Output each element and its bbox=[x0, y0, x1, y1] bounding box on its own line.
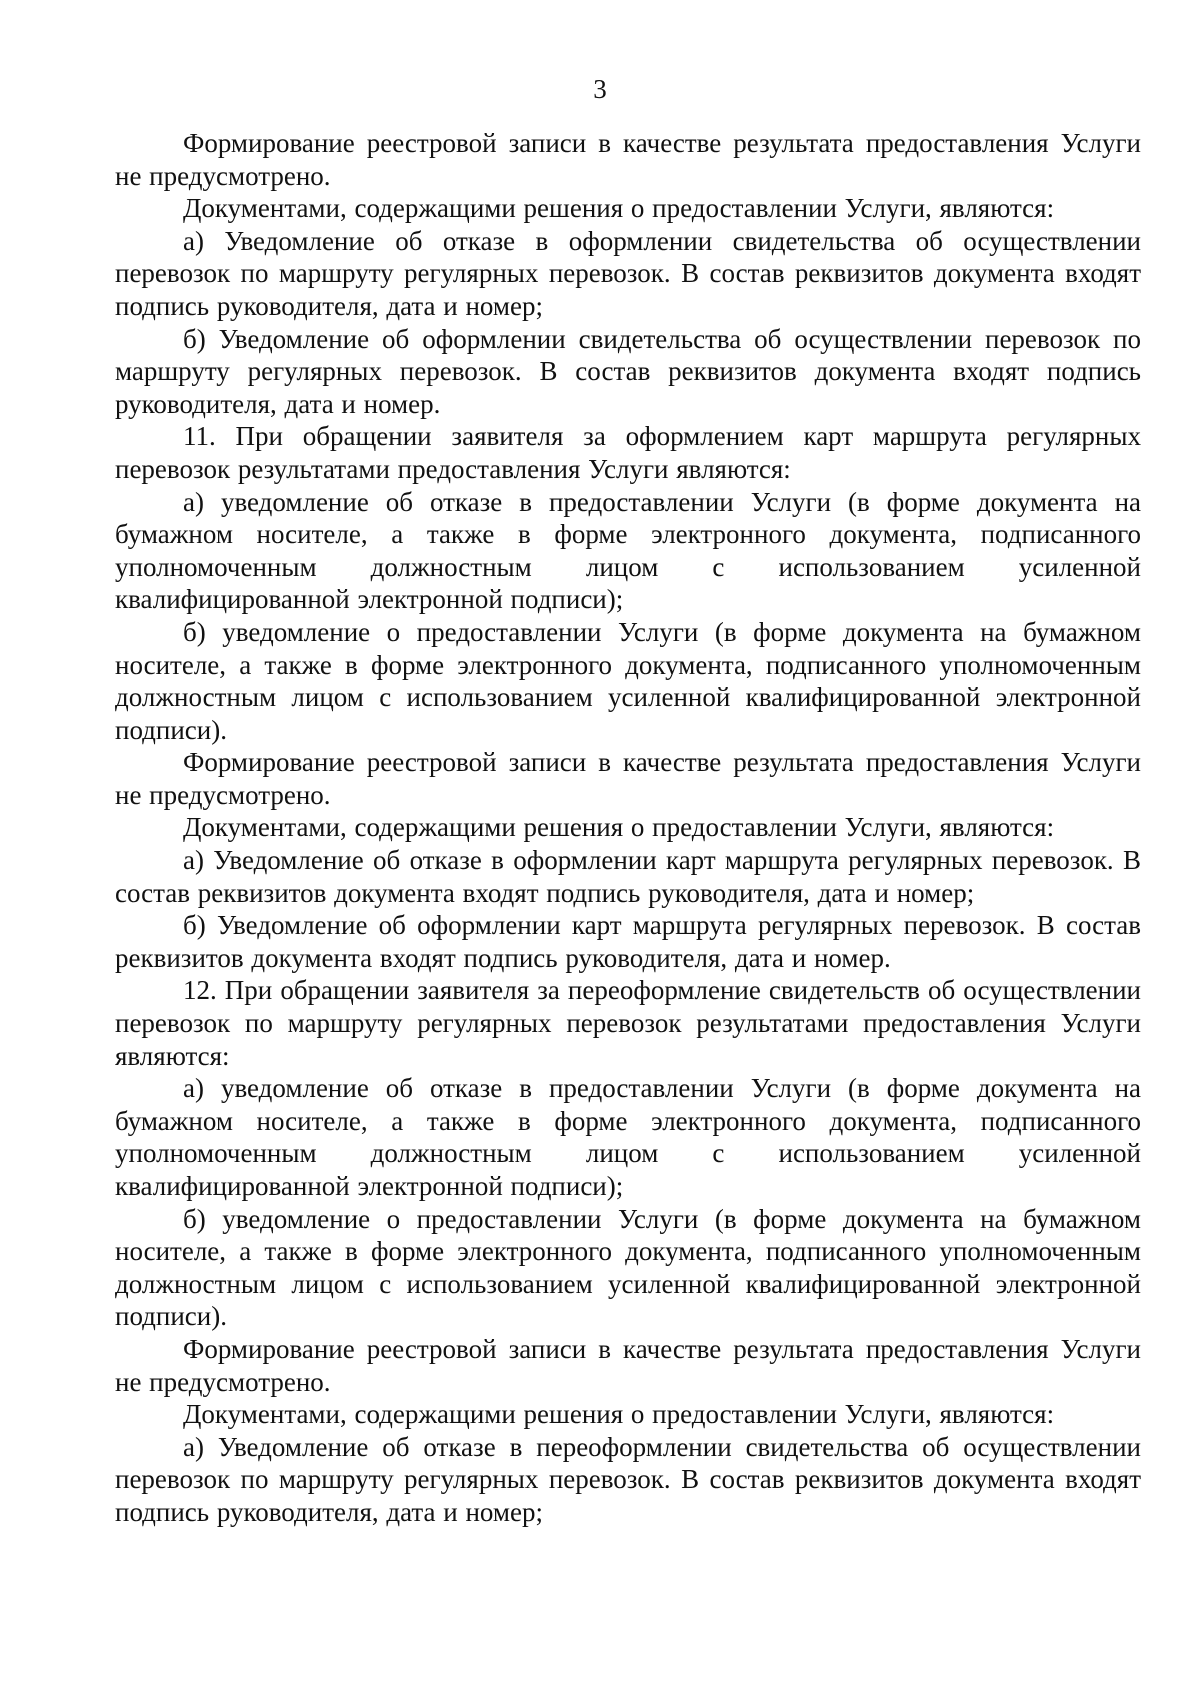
page-number: 3 bbox=[593, 74, 607, 104]
document-body bbox=[115, 127, 1141, 1529]
paragraph-item-b-certificate-issued: б) Уведомление об оформлении свидетельства об осуществлении перевозок по маршруту регулярных перевозок. В состав реквизитов документа входят подпись руководителя, дата и номер. bbox=[115, 323, 1141, 419]
paragraph-item-a-refusal-notice: а) уведомление об отказе в предоставлении Услуги (в форме документа на бумажном носителе, а также в форме электронного документа, подписанного уполномоченным должностным лицом с использованием усиленной квалифицированной электронной подписи); bbox=[115, 1073, 1141, 1201]
paragraph-item-b-route-cards-issued: б) Уведомление об оформлении карт маршрута регулярных перевозок. В состав реквизитов документа входят подпись руководителя, дата и номер. bbox=[115, 910, 1141, 973]
paragraph-decision-documents-intro: Документами, содержащими решения о предоставлении Услуги, являются: bbox=[183, 193, 1055, 224]
paragraph-registry-record-note: Формирование реестровой записи в качестве результата предоставления Услуги не предусмотрено. bbox=[115, 128, 1141, 191]
paragraph-registry-record-note: Формирование реестровой записи в качестве результата предоставления Услуги не предусмотрено. bbox=[115, 1333, 1141, 1397]
paragraph-item-a-refusal-reissue: а) Уведомление об отказе в переоформлении свидетельства об осуществлении перевозок по маршруту регулярных перевозок. В состав реквизитов документа входят подпись руководителя, дата и номер; bbox=[115, 1431, 1141, 1527]
paragraph-item-b-provision-notice: б) уведомление о предоставлении Услуги (в форме документа на бумажном носителе, а также в форме электронного документа, подписанного уполномоченным должностным лицом с использованием усиленной квалифицированной электронной подписи). bbox=[115, 616, 1141, 745]
paragraph-clause-12: 12. При обращении заявителя за переоформление свидетельств об осуществлении перевозок по маршруту регулярных перевозок результатами предоставления Услуги являются: bbox=[115, 975, 1141, 1071]
paragraph-item-a-refusal-notice: а) уведомление об отказе в предоставлении Услуги (в форме документа на бумажном носителе, а также в форме электронного документа, подписанного уполномоченным должностным лицом с использованием усиленной квалифицированной электронной подписи); bbox=[115, 486, 1141, 615]
paragraph-item-a-refusal-route-cards: а) Уведомление об отказе в оформлении карт маршрута регулярных перевозок. В состав реквизитов документа входят подпись руководителя, дата и номер; bbox=[115, 845, 1141, 908]
paragraph-decision-documents-intro: Документами, содержащими решения о предоставлении Услуги, являются: bbox=[183, 1399, 1055, 1430]
paragraph-decision-documents-intro: Документами, содержащими решения о предоставлении Услуги, являются: bbox=[183, 812, 1055, 843]
paragraph-clause-11: 11. При обращении заявителя за оформлением карт маршрута регулярных перевозок результатами предоставления Услуги являются: bbox=[115, 421, 1141, 484]
paragraph-item-b-provision-notice: б) уведомление о предоставлении Услуги (в форме документа на бумажном носителе, а также в форме электронного документа, подписанного уполномоченным должностным лицом с использованием усиленной квалифицированной электронной подписи). bbox=[115, 1203, 1141, 1332]
paragraph-item-a-refusal-certificate: а) Уведомление об отказе в оформлении свидетельства об осуществлении перевозок по маршруту регулярных перевозок. В состав реквизитов документа входят подпись руководителя, дата и номер; bbox=[115, 225, 1141, 321]
paragraph-registry-record-note: Формирование реестровой записи в качестве результата предоставления Услуги не предусмотрено. bbox=[115, 747, 1141, 810]
